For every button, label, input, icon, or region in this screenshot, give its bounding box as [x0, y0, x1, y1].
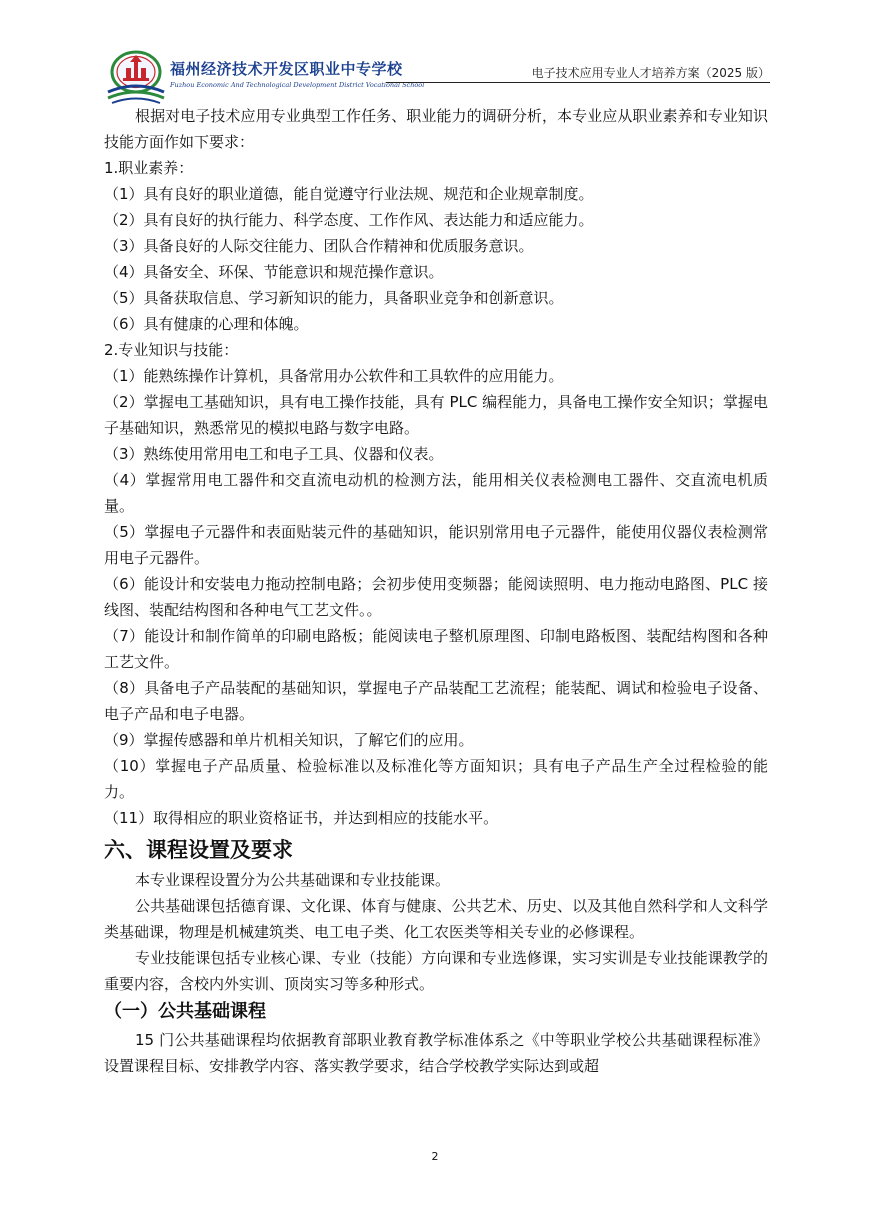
list-item: （3）熟练使用常用电工和电子工具、仪器和仪表。 — [104, 445, 444, 463]
page-body — [104, 103, 768, 1079]
school-name-en: Fuzhou Economic And Technological Development District Vocational School — [170, 81, 425, 89]
list-item: （4）具备安全、环保、节能意识和规范操作意识。 — [104, 263, 444, 281]
list-item: （10）掌握电子产品质量、检验标准以及标准化等方面知识；具有电子产品生产全过程检验的能力。 — [104, 757, 768, 801]
section-heading-knowledge-skills: 2.专业知识与技能： — [104, 341, 239, 359]
list-item: （9）掌握传感器和单片机相关知识，了解它们的应用。 — [104, 731, 474, 749]
list-item: （5）掌握电子元器件和表面贴装元件的基础知识，能识别常用电子元器件，能使用仪器仪表检测常用电子元器件。 — [104, 523, 768, 567]
list-item: （4）掌握常用电工器件和交直流电动机的检测方法，能用相关仪表检测电工器件、交直流电机质量。 — [104, 471, 768, 515]
header-divider — [386, 82, 770, 83]
chapter-paragraph: 公共基础课包括德育课、文化课、体育与健康、公共艺术、历史、以及其他自然科学和人文科学类基础课，物理是机械建筑类、电工电子类、化工农医类等相关专业的必修课程。 — [104, 897, 768, 941]
page-header — [104, 48, 770, 106]
list-item: （8）具备电子产品装配的基础知识，掌握电子产品装配工艺流程；能装配、调试和检验电子设备、电子产品和电子电器。 — [104, 679, 768, 723]
school-emblem-icon — [104, 50, 168, 106]
list-item: （7）能设计和制作简单的印刷电路板；能阅读电子整机原理图、印制电路板图、装配结构图和各种工艺文件。 — [104, 627, 768, 671]
list-item: （6）能设计和安装电力拖动控制电路；会初步使用变频器；能阅读照明、电力拖动电路图、PLC 接线图、装配结构图和各种电气工艺文件。。 — [104, 575, 768, 619]
list-item: （1）能熟练操作计算机，具备常用办公软件和工具软件的应用能力。 — [104, 367, 564, 385]
school-name-cn: 福州经济技术开发区职业中专学校 — [170, 60, 403, 78]
list-item: （3）具备良好的人际交往能力、团队合作精神和优质服务意识。 — [104, 237, 534, 255]
list-item: （1）具有良好的职业道德，能自觉遵守行业法规、规范和企业规章制度。 — [104, 185, 594, 203]
list-item: （2）具有良好的执行能力、科学态度、工作作风、表达能力和适应能力。 — [104, 211, 594, 229]
list-item: （6）具有健康的心理和体魄。 — [104, 315, 309, 333]
intro-paragraph: 根据对电子技术应用专业典型工作任务、职业能力的调研分析，本专业应从职业素养和专业知识技能方面作如下要求： — [104, 107, 768, 151]
list-item: （5）具备获取信息、学习新知识的能力，具备职业竞争和创新意识。 — [104, 289, 564, 307]
chapter-paragraph: 本专业课程设置分为公共基础课和专业技能课。 — [135, 871, 451, 889]
page-number: 2 — [431, 1150, 439, 1163]
chapter-paragraph: 专业技能课包括专业核心课、专业（技能）方向课和专业选修课，实习实训是专业技能课教学的重要内容，含校内外实训、顶岗实习等多种形式。 — [104, 949, 768, 993]
chapter-heading: 六、课程设置及要求 — [104, 838, 293, 862]
document-title: 电子技术应用专业人才培养方案（2025 版） — [531, 66, 770, 80]
list-item: （11）取得相应的职业资格证书，并达到相应的技能水平。 — [104, 809, 499, 827]
subsection-paragraph: 15 门公共基础课程均依据教育部职业教育教学标准体系之《中等职业学校公共基础课程标准》设置课程目标、安排教学内容、落实教学要求，结合学校教学实际达到或超 — [104, 1031, 768, 1075]
subsection-heading: （一）公共基础课程 — [104, 1001, 266, 1022]
list-item: （2）掌握电工基础知识，具有电工操作技能，具有 PLC 编程能力，具备电工操作安全知识；掌握电子基础知识，熟悉常见的模拟电路与数字电路。 — [104, 393, 768, 437]
section-heading-professional-quality: 1.职业素养： — [104, 159, 194, 177]
